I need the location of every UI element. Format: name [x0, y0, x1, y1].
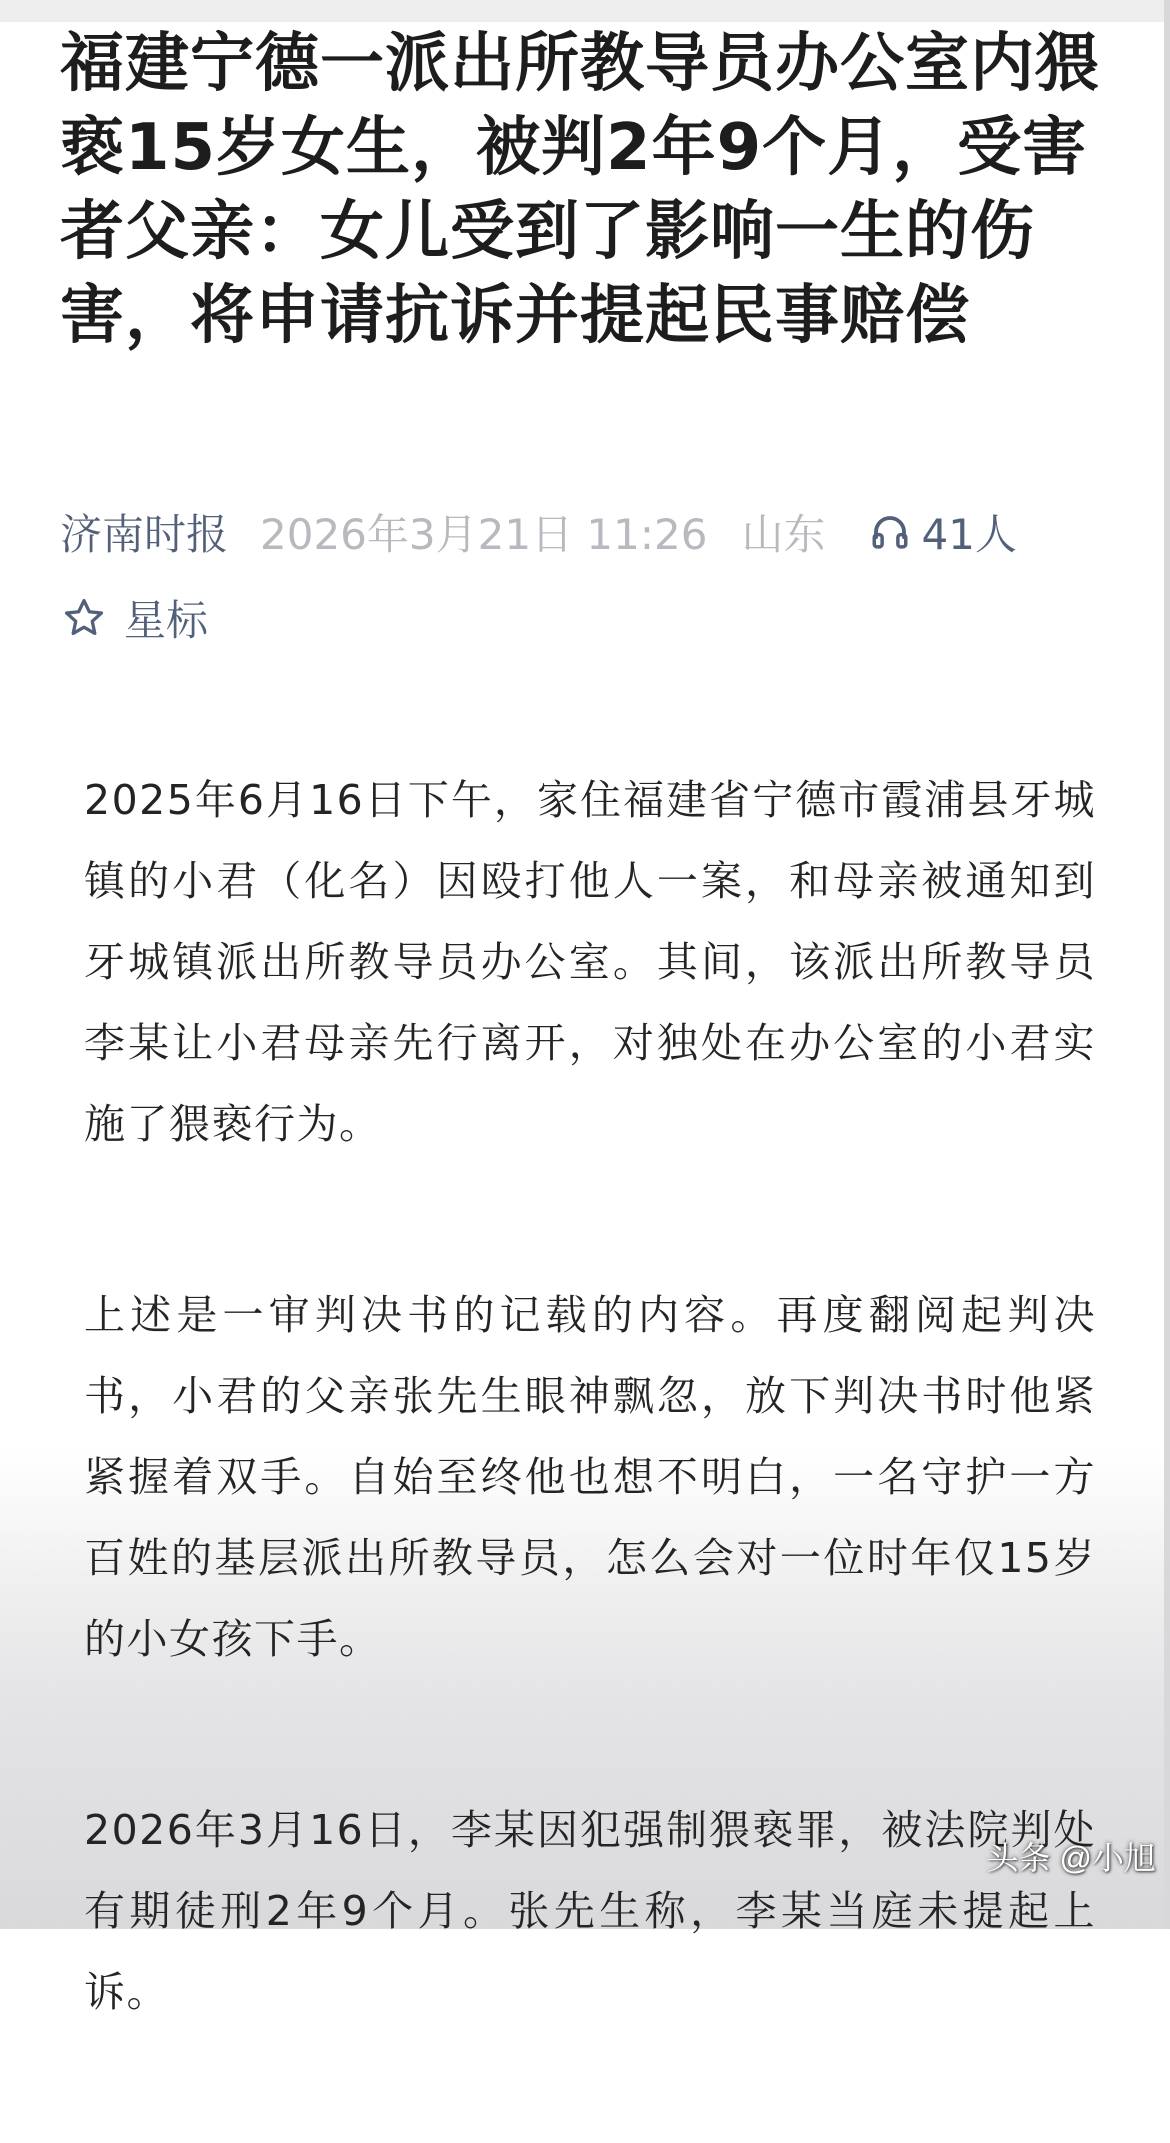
publish-region: 山东 — [741, 510, 826, 559]
source-name[interactable]: 济南时报 — [60, 510, 229, 559]
article-body — [84, 760, 1096, 2143]
headphone-icon — [869, 511, 911, 553]
star-outline-icon — [62, 596, 106, 640]
article-meta — [60, 500, 1110, 564]
right-edge-shadow — [1164, 0, 1170, 1929]
body-paragraph: 2026年3月16日，李某因犯强制猥亵罪，被法院判处有期徒刑2年9个月。张先生称，李某当庭未提起上诉。 — [84, 1806, 1096, 2016]
top-strip — [0, 0, 1170, 22]
toutiao-watermark: 头条 @小旭 — [986, 1840, 1156, 1876]
star-button[interactable] — [62, 588, 208, 648]
listener-count: 41人 — [921, 510, 1017, 559]
body-paragraph: 2025年6月16日下午，家住福建省宁德市霞浦县牙城镇的小君（化名）因殴打他人一案，和母亲被通知到牙城镇派出所教导员办公室。其间，该派出所教导员李某让小君母亲先行离开，对独处在办公室的小君实施了猥亵行为。 — [84, 776, 1096, 1148]
article-title: 福建宁德一派出所教导员办公室内猥亵15岁女生，被判2年9个月，受害者父亲：女儿受到了影响一生的伤害，将申请抗诉并提起民事赔偿 — [60, 27, 1100, 353]
body-paragraph: 上述是一审判决书的记载的内容。再度翻阅起判决书，小君的父亲张先生眼神飘忽，放下判决书时他紧紧握着双手。自始至终他也想不明白，一名守护一方百姓的基层派出所教导员，怎么会对一位时年仅15岁的小女孩下手。 — [84, 1291, 1096, 1663]
publish-date: 2026年3月21日 11:26 — [260, 510, 708, 559]
star-label: 星标 — [124, 596, 209, 645]
listen-button[interactable] — [869, 502, 1016, 562]
